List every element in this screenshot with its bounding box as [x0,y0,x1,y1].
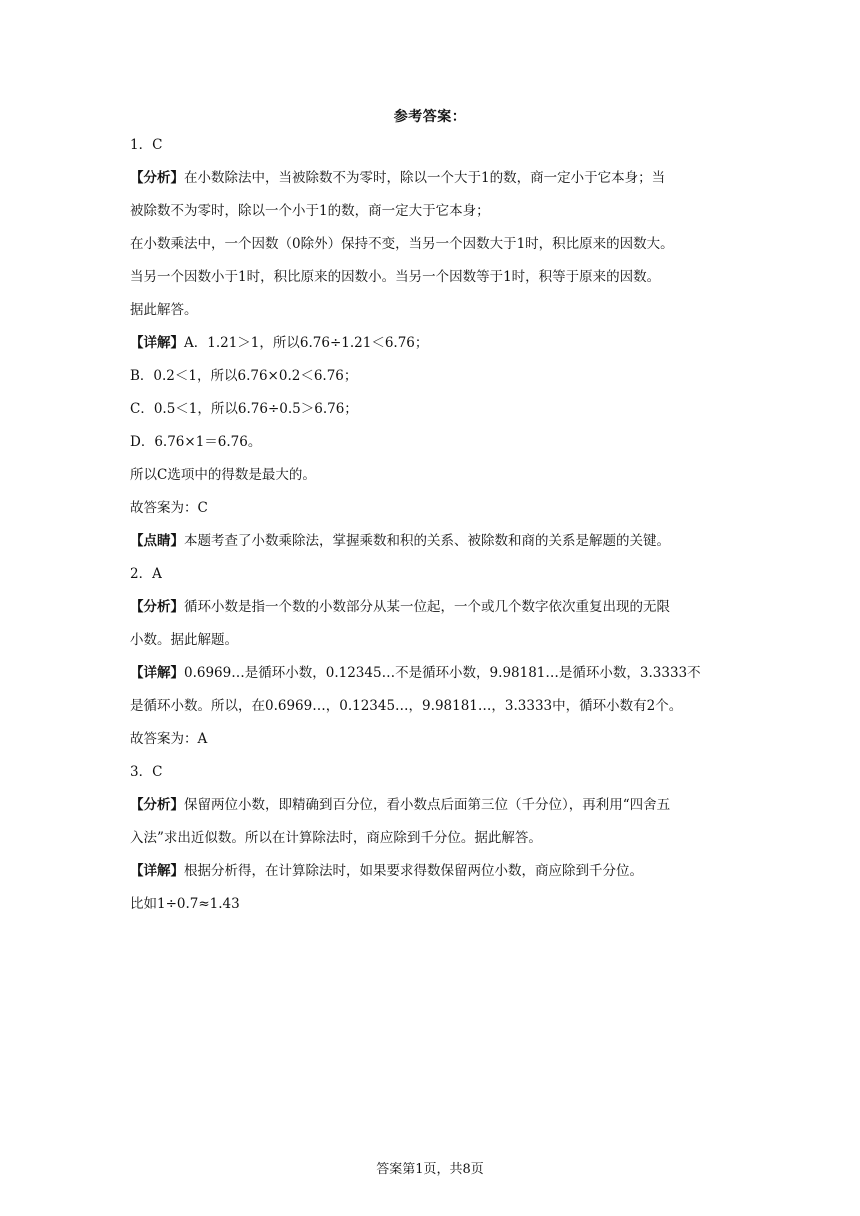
question-3-analysis-line-1: 【分析】保留两位小数，即精确到百分位，看小数点后面第三位（千分位），再利用“四舍五 [130,797,671,813]
question-3-analysis-line-2: 入法”求出近似数。所以在计算除法时，商应除到千分位。据此解答。 [130,830,542,846]
question-2-detail-line-2: 是循环小数。所以，在0.6969…，0.12345…，9.98181…，3.3333中，循环小数有2个。 [130,698,683,714]
answer-content [130,134,734,915]
comment-tag: 【点睛】 [130,533,184,549]
question-1-comment: 【点睛】本题考查了小数乘除法，掌握乘数和积的关系、被除数和商的关系是解题的关键。 [130,533,670,549]
page-footer: 答案第1页，共8页 [376,1162,484,1177]
question-1-detail-line-1: 【详解】A．1.21＞1，所以6.76÷1.21＜6.76； [130,335,429,351]
question-2-analysis-line-2: 小数。据此解题。 [130,632,238,648]
question-1-analysis-line-1: 【分析】在小数除法中，当被除数不为零时，除以一个大于1的数，商一定小于它本身；当 [130,170,666,186]
question-1-answer: 故答案为：C [130,500,208,516]
question-1-number: 1．C [130,137,163,153]
question-3-detail-line-2: 比如1÷0.7≈1.43 [130,896,240,912]
question-2-number: 2．A [130,566,162,582]
question-3-number: 3．C [130,764,163,780]
analysis-tag: 【分析】 [130,599,184,615]
detail-tag: 【详解】 [130,665,184,681]
question-1-detail-line-3: C．0.5＜1，所以6.76÷0.5＞6.76； [130,401,358,417]
question-2-detail-line-1: 【详解】0.6969…是循环小数，0.12345…不是循环小数，9.98181…是循环小数，3.3333不 [130,665,701,681]
question-1-analysis-line-5: 据此解答。 [130,302,198,318]
question-1-detail-line-2: B．0.2＜1，所以6.76×0.2＜6.76； [130,368,358,384]
question-2-answer: 故答案为：A [130,731,208,747]
question-1-analysis-line-4: 当另一个因数小于1时，积比原来的因数小。当另一个因数等于1时，积等于原来的因数。 [130,269,661,285]
question-2-analysis-line-1: 【分析】循环小数是指一个数的小数部分从某一位起，一个或几个数字依次重复出现的无限 [130,599,670,615]
detail-tag: 【详解】 [130,863,184,879]
question-1-detail-line-5: 所以C选项中的得数是最大的。 [130,467,316,483]
analysis-tag: 【分析】 [130,797,184,813]
page-title: 参考答案： [393,109,467,125]
question-3-detail-line-1: 【详解】根据分析得，在计算除法时，如果要求得数保留两位小数，商应除到千分位。 [130,863,643,879]
question-1-analysis-line-2: 被除数不为零时，除以一个小于1的数，商一定大于它本身； [130,203,490,219]
detail-tag: 【详解】 [130,335,184,351]
question-1-analysis-line-3: 在小数乘法中，一个因数（0除外）保持不变，当另一个因数大于1时，积比原来的因数大。 [130,236,674,252]
question-1-detail-line-4: D．6.76×1＝6.76。 [130,434,262,450]
analysis-tag: 【分析】 [130,170,184,186]
